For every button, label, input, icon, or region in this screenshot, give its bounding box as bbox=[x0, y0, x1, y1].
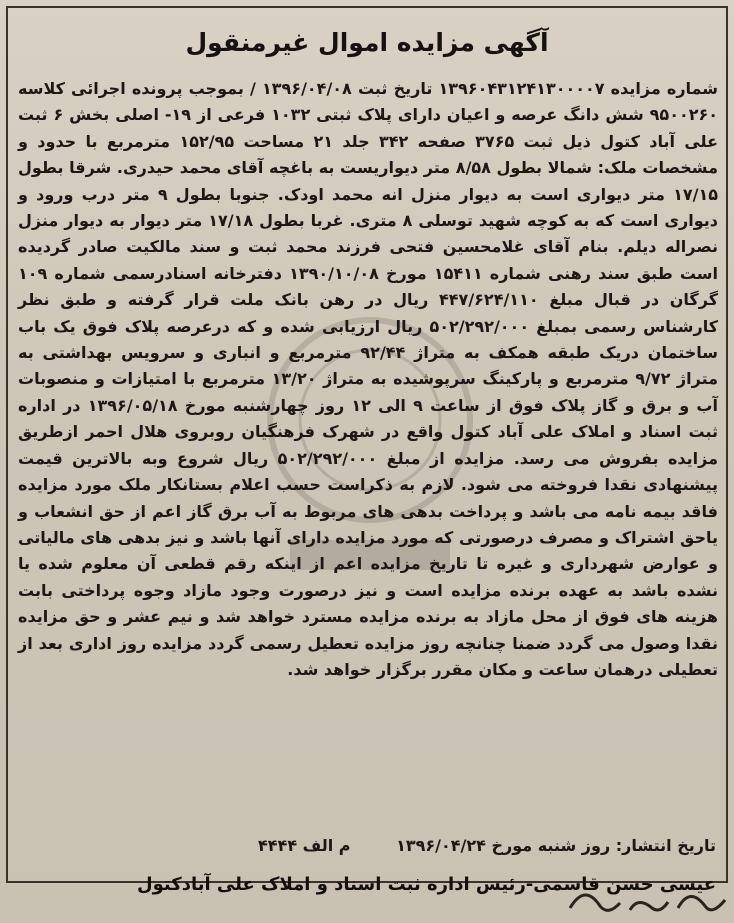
publication-line bbox=[18, 836, 716, 855]
notice-code: م الف ۴۴۴۴ bbox=[258, 836, 351, 855]
handwritten-note bbox=[560, 878, 730, 923]
notice-title: آگهی مزایده اموال غیرمنقول bbox=[185, 28, 549, 57]
publication-date: تاریخ انتشار: روز شنبه مورخ ۱۳۹۶/۰۴/۲۴ bbox=[396, 836, 716, 855]
signature-line: عیسی حسن قاسمی-رئیس اداره ثبت اسناد و املاک علی آبادکتول bbox=[136, 874, 716, 895]
notice-body: شماره مزایده ۱۳۹۶۰۴۳۱۲۴۱۳۰۰۰۰۷ تاریخ ثبت ۱۳۹۶/۰۴/۰۸ / بموجب پرونده اجرائی کلاسه ۹۵۰۰۲۶۰ شش دانگ عرصه و اعیان دارای پلاک ثبتی ۱۰۳۲ فرعی از ۱۹- اصلی بخش ۶ ثبت علی آباد کتول ذیل ثبت ۳۷۶۵ صفحه ۳۴۲ جلد ۲۱ مساحت ۱۵۲/۹۵ مترمربع با حدود و مشخصات ملک: شمالا بطول ۸/۵۸ متر دیواریست به باغچه آقای محمد حیدری. شرقا بطول ۱۷/۱۵ متر دیواری است به دیوار منزل انه محمد اودک. جنوبا بطول ۹ متر درب ورود و دیواری است که به کوچه شهید توسلی ۸ متری. غربا بطول ۱۷/۱۸ متر دیوار به دیوار منزل نصراله دیلم. بنام آقای غلامحسین فتحی فرزند محمد ثبت و سند مالکیت صادر گردیده است طبق سند رهنی شماره ۱۵۴۱۱ مورخ ۱۳۹۰/۱۰/۰۸ دفترخانه اسنادرسمی شماره ۱۰۹ گرگان در قبال مبلغ ۴۴۷/۶۲۴/۱۱۰ ریال در رهن بانک ملت قرار گرفته و طبق نظر کارشناس رسمی بمبلغ ۵۰۲/۲۹۲/۰۰۰ ریال ارزیابی شده و که درعرصه پلاک فوق یک باب ساختمان دریک طبقه همکف به متراژ ۹۲/۴۴ مترمربع و انباری و سرویس بهداشتی به متراژ ۹/۷۲ مترمربع و پارکینگ سرپوشیده به متراژ ۱۳/۲۰ مترمربع با امتیازات و منصوبات آب و برق و گاز پلاک فوق از ساعت ۹ الی ۱۲ روز چهارشنبه مورخ ۱۳۹۶/۰۵/۱۸ در اداره ثبت اسناد و املاک علی آباد کتول واقع در شهرک فرهنگیان روبروی هلال احمر ازطریق مزایده بفروش می رسد. مزایده از مبلغ ۵۰۲/۲۹۲/۰۰۰ ریال شروع وبه بالاترین قیمت پیشنهادی نقدا فروخته می شود. لازم به ذکراست حسب اعلام بستانکار ملک مورد مزایده فاقد بیمه نامه می باشد و پرداخت بدهی های مربوط به آب برق گاز اعم از حق انشعاب و یاحق اشتراک و مصرف درصورتی که مورد مزایده دارای آنها باشد و نیز بدهی های مالیاتی و عوارض شهرداری و غیره تا تاریخ مزایده اعم از اینکه رقم قطعی آن معلوم شده یا نشده باشد به عهده برنده مزایده است و نیز درصورت وجود مازاد وجوه پرداختی بابت هزینه های فوق از محل مازاد به برنده مزایده مسترد خواهد شد و نیم عشر و حق مزایده نقدا وصول می گردد ضمنا چنانچه روز مزایده تعطیل رسمی گردد مزایده روز اداری بعد از تعطیلی درهمان ساعت و مکان مقرر برگزار خواهد شد. bbox=[18, 79, 719, 679]
